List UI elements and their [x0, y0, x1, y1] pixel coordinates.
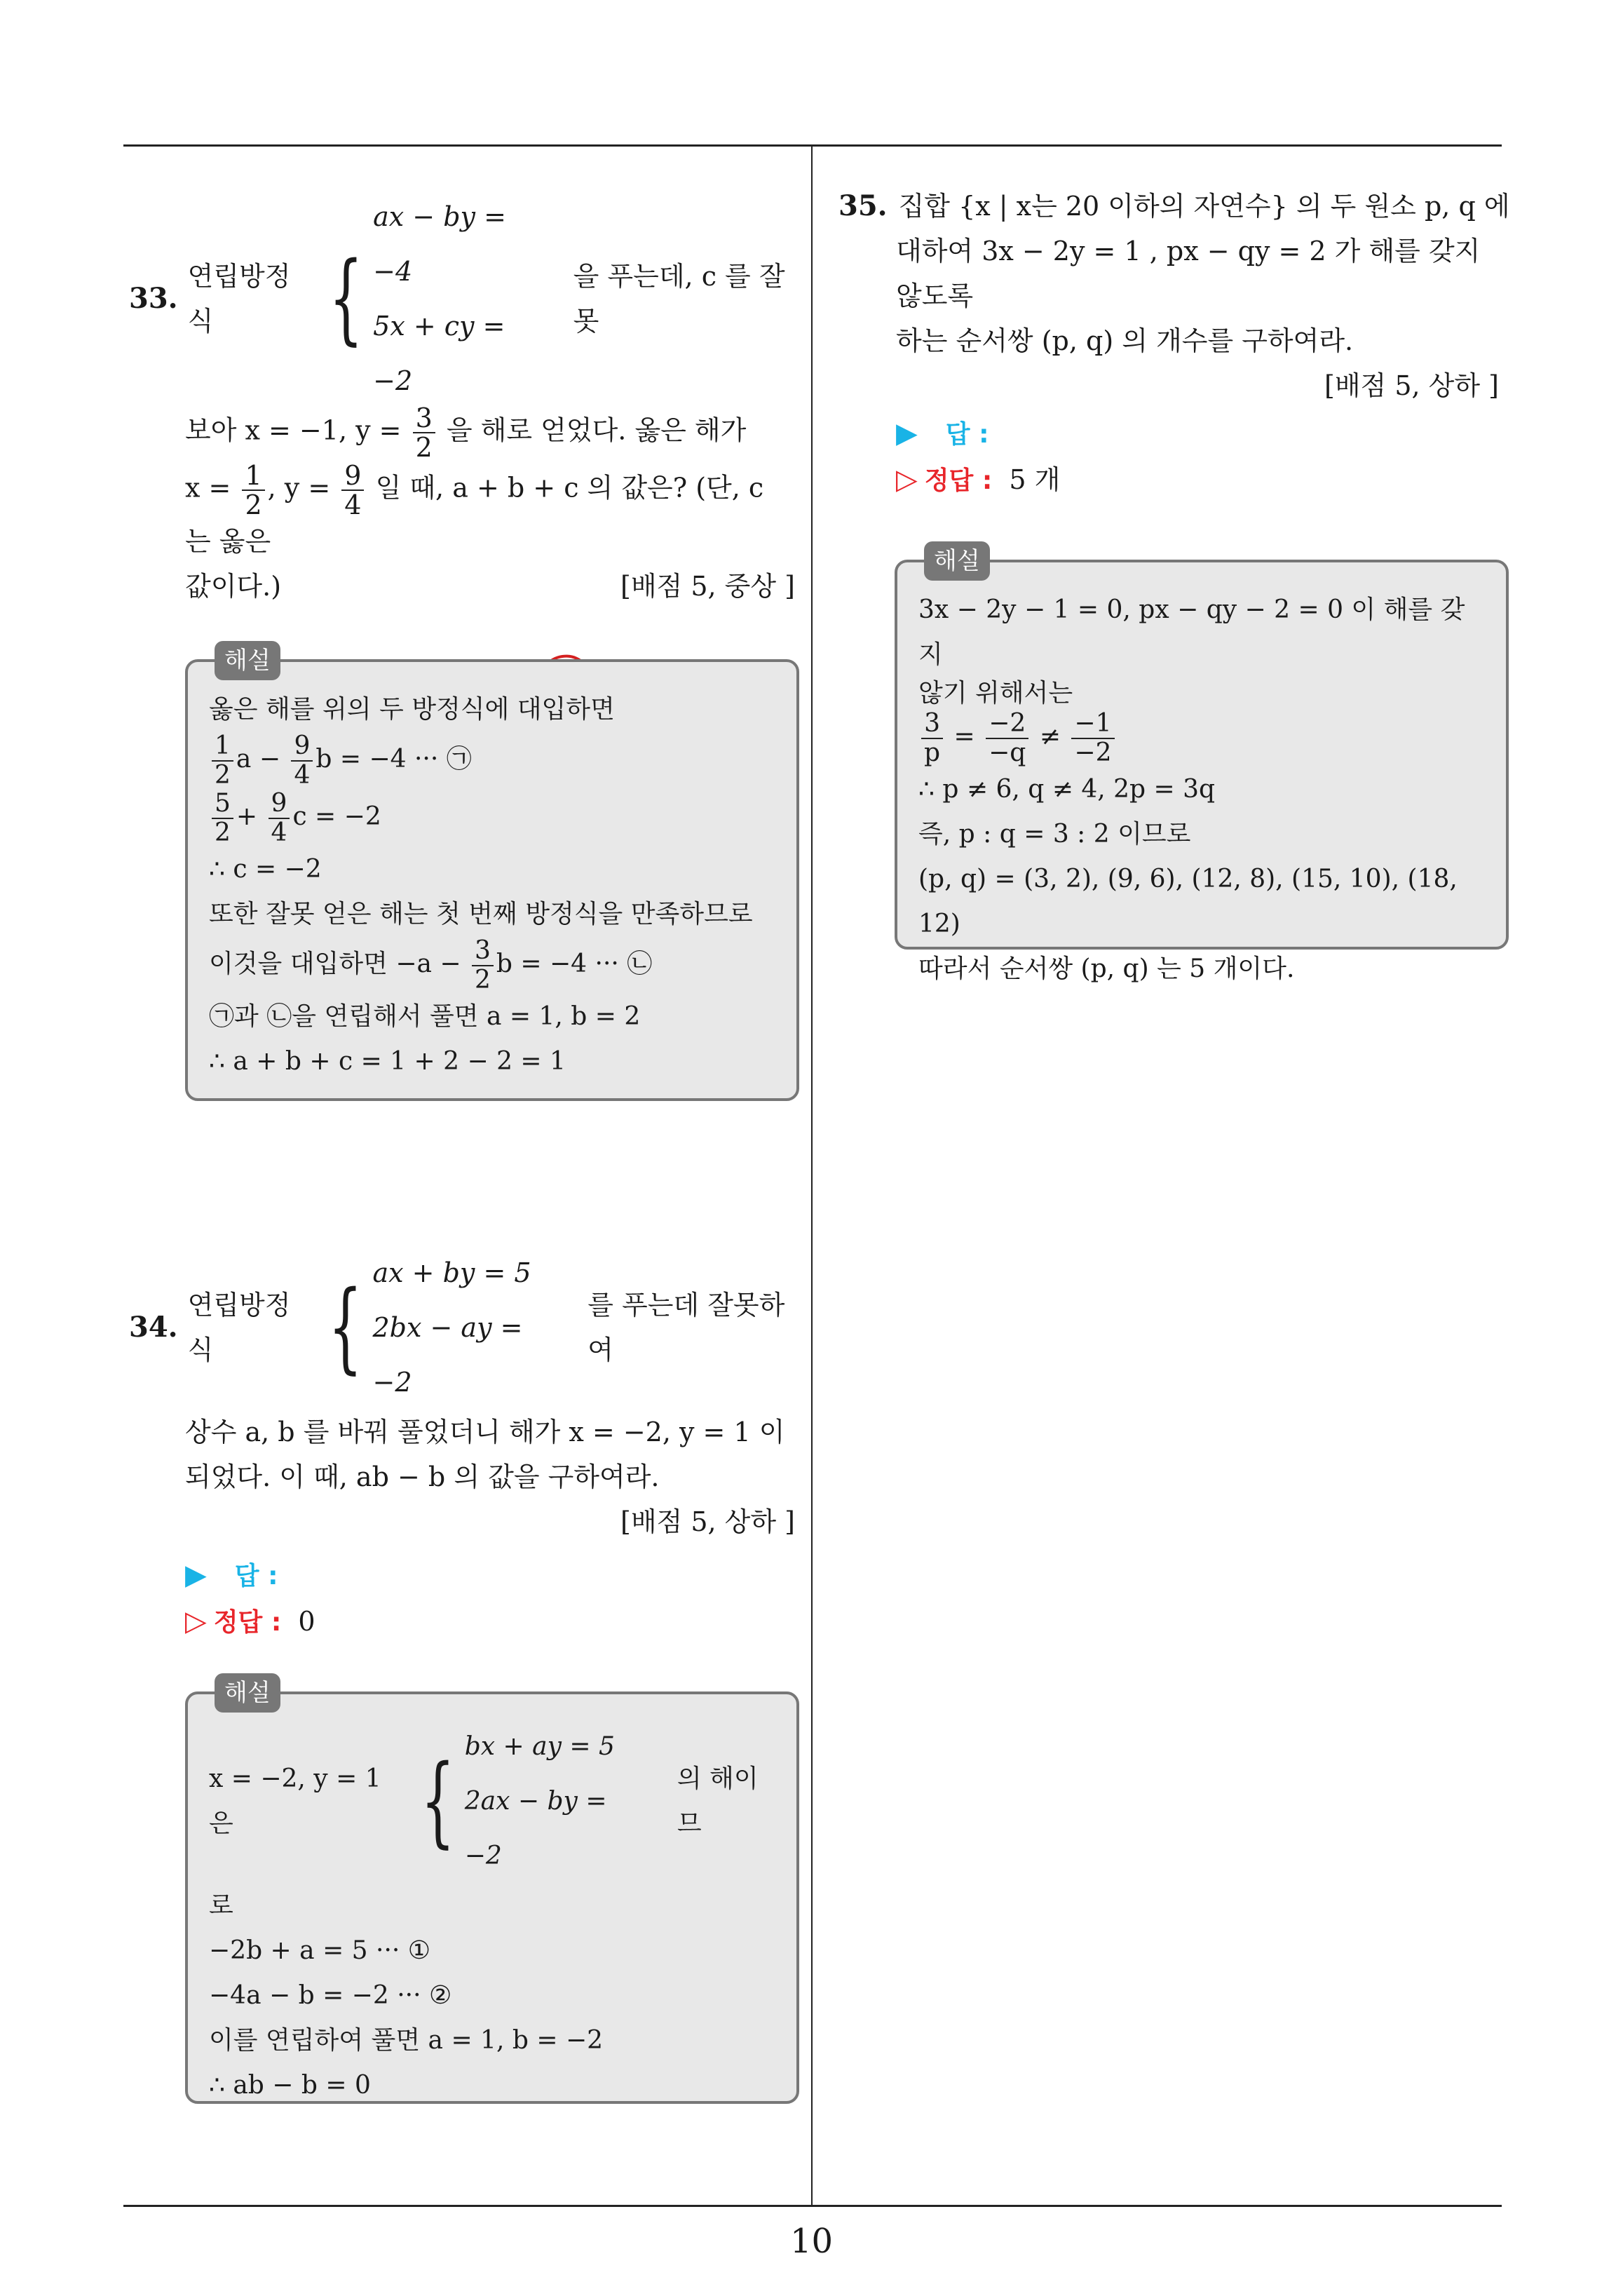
solution-line: 옳은 해를 위의 두 방정식에 대입하면: [209, 695, 615, 724]
correct-value: 5 개: [1009, 464, 1061, 495]
question-34: [129, 1245, 795, 1645]
equation-system: { ax − by = −4 5x + cy = −2: [315, 189, 538, 408]
equation-1: ax + by = 5: [372, 1257, 531, 1288]
question-line: 대하여 3x − 2y = 1 , px − qy = 2 가 해를 갖지 않도록: [896, 236, 1481, 311]
solution-line: 또한 잘못 얻은 해는 첫 번째 방정식을 만족하므로: [209, 900, 753, 928]
outline-triangle-icon: ▷: [185, 1605, 207, 1637]
solution-line: 따라서 순서쌍 (p, q) 는 5 개이다.: [918, 954, 1295, 983]
question-line: 되었다. 이 때, ab − b 의 값을 구하여라.: [185, 1461, 660, 1492]
question-line: x = $\frac{1}{2}$ , y = $\frac{9}{4}$ 일 때, a + b + c 의 값은? (단, c 는 옳은: [185, 460, 764, 557]
answer-label: 답 :: [234, 1562, 278, 1591]
question-33: [129, 189, 795, 696]
equation-system: { ax + by = 5 2bx − ay = −2: [314, 1245, 552, 1410]
correct-value: 0: [298, 1606, 315, 1637]
solution-tag: 해설: [924, 541, 990, 581]
solution-box-35: [895, 547, 1509, 983]
solution-line: ∴ ab − b = 0: [209, 2071, 371, 2100]
solution-line: 3x − 2y − 1 = 0, px − qy − 2 = 0 이 해를 갖지: [918, 595, 1465, 669]
answer-label: 답 :: [945, 420, 989, 449]
solution-tag: 해설: [215, 641, 280, 680]
question-number: 33.: [129, 282, 178, 315]
question-line: 보아 x = −1, y = $\frac{3}{2}$ 을 해로 얻었다. 옳은 해가: [185, 403, 747, 463]
equation-1: ax − by = −4: [373, 201, 506, 287]
solution-box-34: [185, 1679, 799, 2104]
question-number: 34.: [129, 1311, 178, 1344]
top-rule: [123, 144, 1502, 147]
solution-line: (p, q) = (3, 2), (9, 6), (12, 8), (15, 10), (18, 12): [918, 865, 1458, 938]
solution-tag: 해설: [215, 1673, 280, 1713]
solution-line: ∴ p ≠ 6, q ≠ 4, 2p = 3q: [918, 775, 1216, 804]
score-label: [배점 5, 상하 ]: [1324, 370, 1499, 401]
solution-line: ∴ a + b + c = 1 + 2 − 2 = 1: [209, 1047, 566, 1076]
question-text: 를 푸는데 잘못하여: [588, 1290, 785, 1365]
question-line: 하는 순서쌍 (p, q) 의 개수를 구하여라.: [896, 325, 1354, 356]
answer-row: [185, 1553, 795, 1599]
solution-line: $\frac{3}{p}$ = $\frac{-2}{-q}$ ≠ $\frac{-1}{-2}$: [918, 710, 1485, 767]
score-label: [배점 5, 상하 ]: [620, 1506, 795, 1537]
solution-line: −2b + a = 5 ··· ①: [209, 1936, 431, 1965]
solution-line: ∴ c = −2: [209, 855, 322, 884]
equation-2: 2bx − ay = −2: [372, 1312, 523, 1398]
question-line: 상수 a, b 를 바꿔 풀었더니 해가 x = −2, y = 1 이: [185, 1417, 785, 1447]
page-number: 10: [789, 2222, 834, 2261]
question-text: 을 푸는데, c 를 잘못: [573, 261, 785, 337]
correct-answer-row: [896, 457, 1512, 504]
solution-line: ㉠과 ㉡을 연립해서 풀면 a = 1, b = 2: [209, 1002, 641, 1031]
solution-line: 즉, p : q = 3 : 2 이므로: [918, 820, 1191, 849]
solution-line: x = −2, y = 1 은 { bx + ay = 5 2ax − by = −2 의 해이므: [209, 1732, 759, 1870]
answer-row: [896, 411, 1512, 457]
equation-2: 5x + cy = −2: [373, 311, 505, 396]
solution-box-33: [185, 647, 799, 1101]
solution-line: 로: [209, 1891, 233, 1920]
outline-triangle-icon: ▷: [896, 464, 918, 496]
question-intro: 연립방정식: [187, 1290, 291, 1365]
question-line: 집합 {x | x는 20 이하의 자연수} 의 두 원소 p, q 에: [898, 191, 1510, 222]
column-divider: [811, 144, 813, 2206]
question-intro: 연립방정식: [187, 261, 291, 337]
question-number: 35.: [838, 189, 888, 222]
solution-line: 않기 위해서는: [918, 679, 1073, 708]
solution-line: $\frac{1}{2}$ a − $\frac{9}{4}$ b = −4 ··· ㉠: [209, 732, 775, 790]
bottom-rule: [123, 2205, 1502, 2207]
play-triangle-icon: ▶: [185, 1559, 207, 1591]
solution-line: −4a − b = −2 ··· ②: [209, 1981, 452, 2010]
solution-line: 이것을 대입하면 −a − $\frac{3}{2}$ b = −4 ··· ㉡: [209, 936, 653, 994]
question-line: 값이다.): [185, 571, 282, 602]
correct-label: 정답 :: [924, 466, 993, 495]
question-35: [838, 184, 1512, 504]
solution-line: $\frac{5}{2}$ + $\frac{9}{4}$ c = −2: [209, 790, 775, 847]
score-label: [배점 5, 중상 ]: [620, 571, 795, 602]
play-triangle-icon: ▶: [896, 417, 918, 450]
correct-label: 정답 :: [213, 1608, 282, 1637]
solution-line: 이를 연립하여 풀면 a = 1, b = −2: [209, 2026, 604, 2055]
correct-answer-row: [185, 1599, 795, 1645]
